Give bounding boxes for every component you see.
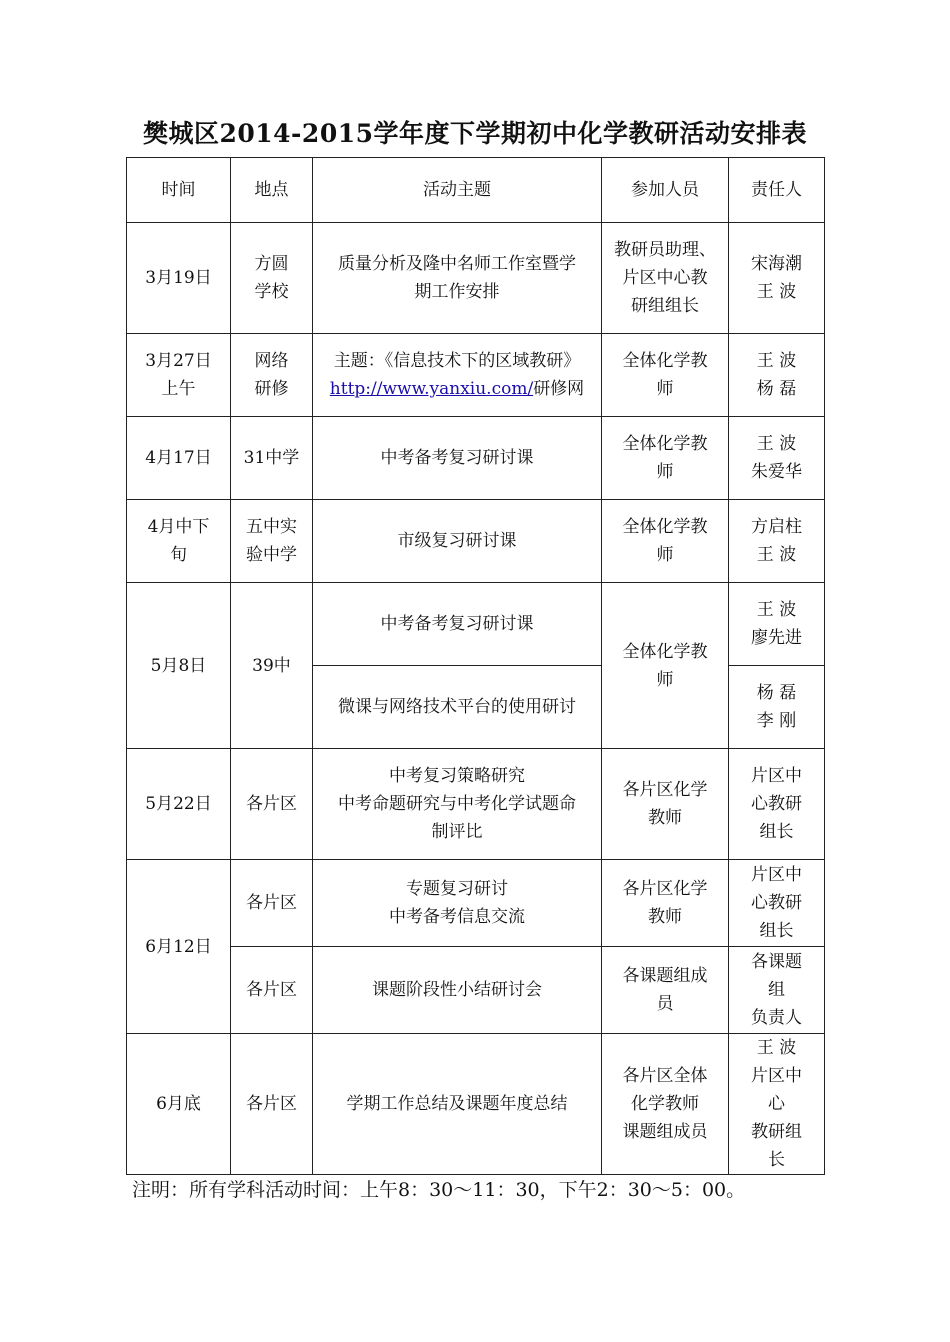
schedule-table — [126, 157, 825, 1175]
cell-topic: 中考备考复习研讨课 — [313, 583, 602, 666]
cell-place: 各片区 — [231, 749, 313, 860]
cell-place: 网络 研修 — [231, 334, 313, 417]
cell-responsible: 片区中 心教研 组长 — [729, 749, 825, 860]
cell-participants: 各片区化学 教师 — [602, 749, 729, 860]
header-time: 时间 — [127, 158, 231, 223]
cell-responsible: 王 波 廖先进 — [729, 583, 825, 666]
cell-time: 5月8日 — [127, 583, 231, 749]
cell-place: 各片区 — [231, 947, 313, 1034]
cell-responsible: 各课题 组 负责人 — [729, 947, 825, 1034]
cell-participants: 全体化学教 师 — [602, 583, 729, 749]
cell-time: 4月中下 旬 — [127, 500, 231, 583]
cell-topic: 中考复习策略研究 中考命题研究与中考化学试题命 制评比 — [313, 749, 602, 860]
cell-responsible: 杨 磊 李 刚 — [729, 666, 825, 749]
cell-responsible: 王 波 片区中 心 教研组 长 — [729, 1034, 825, 1175]
header-place: 地点 — [231, 158, 313, 223]
cell-participants: 全体化学教 师 — [602, 417, 729, 500]
cell-time: 6月底 — [127, 1034, 231, 1175]
cell-time: 5月22日 — [127, 749, 231, 860]
cell-time: 3月27日 上午 — [127, 334, 231, 417]
header-participants: 参加人员 — [602, 158, 729, 223]
header-topic: 活动主题 — [313, 158, 602, 223]
table-row — [127, 500, 825, 583]
cell-topic: 课题阶段性小结研讨会 — [313, 947, 602, 1034]
cell-responsible: 片区中 心教研 组长 — [729, 860, 825, 947]
cell-responsible: 王 波 杨 磊 — [729, 334, 825, 417]
cell-responsible: 宋海潮 王 波 — [729, 223, 825, 334]
cell-topic: 中考备考复习研讨课 — [313, 417, 602, 500]
table-row — [127, 947, 825, 1034]
table-row — [127, 749, 825, 860]
cell-topic: 市级复习研讨课 — [313, 500, 602, 583]
cell-topic: 专题复习研讨 中考备考信息交流 — [313, 860, 602, 947]
cell-participants: 各片区化学 教师 — [602, 860, 729, 947]
cell-responsible: 方启柱 王 波 — [729, 500, 825, 583]
cell-topic: 质量分析及隆中名师工作室暨学 期工作安排 — [313, 223, 602, 334]
header-responsible: 责任人 — [729, 158, 825, 223]
cell-responsible: 王 波 朱爱华 — [729, 417, 825, 500]
table-row — [127, 223, 825, 334]
table-row — [127, 860, 825, 947]
cell-participants: 教研员助理、 片区中心教 研组组长 — [602, 223, 729, 334]
cell-place: 方圆 学校 — [231, 223, 313, 334]
footnote: 注明：所有学科活动时间：上午8：30～11：30，下午2：30～5：00。 — [132, 1179, 746, 1201]
cell-place: 五中实 验中学 — [231, 500, 313, 583]
cell-participants: 全体化学教 师 — [602, 500, 729, 583]
yanxiu-link[interactable]: http://www.yanxiu.com/ — [329, 379, 534, 399]
cell-time: 3月19日 — [127, 223, 231, 334]
table-row — [127, 334, 825, 417]
table-header-row — [127, 158, 825, 223]
cell-topic: 主题：《信息技术下的区域教研》 http://www.yanxiu.com/研修网 — [313, 334, 602, 417]
cell-place: 39中 — [231, 583, 313, 749]
cell-participants: 全体化学教 师 — [602, 334, 729, 417]
cell-place: 各片区 — [231, 1034, 313, 1175]
table-row — [127, 583, 825, 666]
cell-place: 各片区 — [231, 860, 313, 947]
cell-place: 31中学 — [231, 417, 313, 500]
cell-time: 4月17日 — [127, 417, 231, 500]
table-row — [127, 1034, 825, 1175]
cell-time: 6月12日 — [127, 860, 231, 1034]
cell-participants: 各片区全体 化学教师 课题组成员 — [602, 1034, 729, 1175]
cell-topic: 学期工作总结及课题年度总结 — [313, 1034, 602, 1175]
cell-topic: 微课与网络技术平台的使用研讨 — [313, 666, 602, 749]
table-row — [127, 417, 825, 500]
cell-participants: 各课题组成 员 — [602, 947, 729, 1034]
document-title: 樊城区2014-2015学年度下学期初中化学教研活动安排表 — [142, 119, 808, 148]
